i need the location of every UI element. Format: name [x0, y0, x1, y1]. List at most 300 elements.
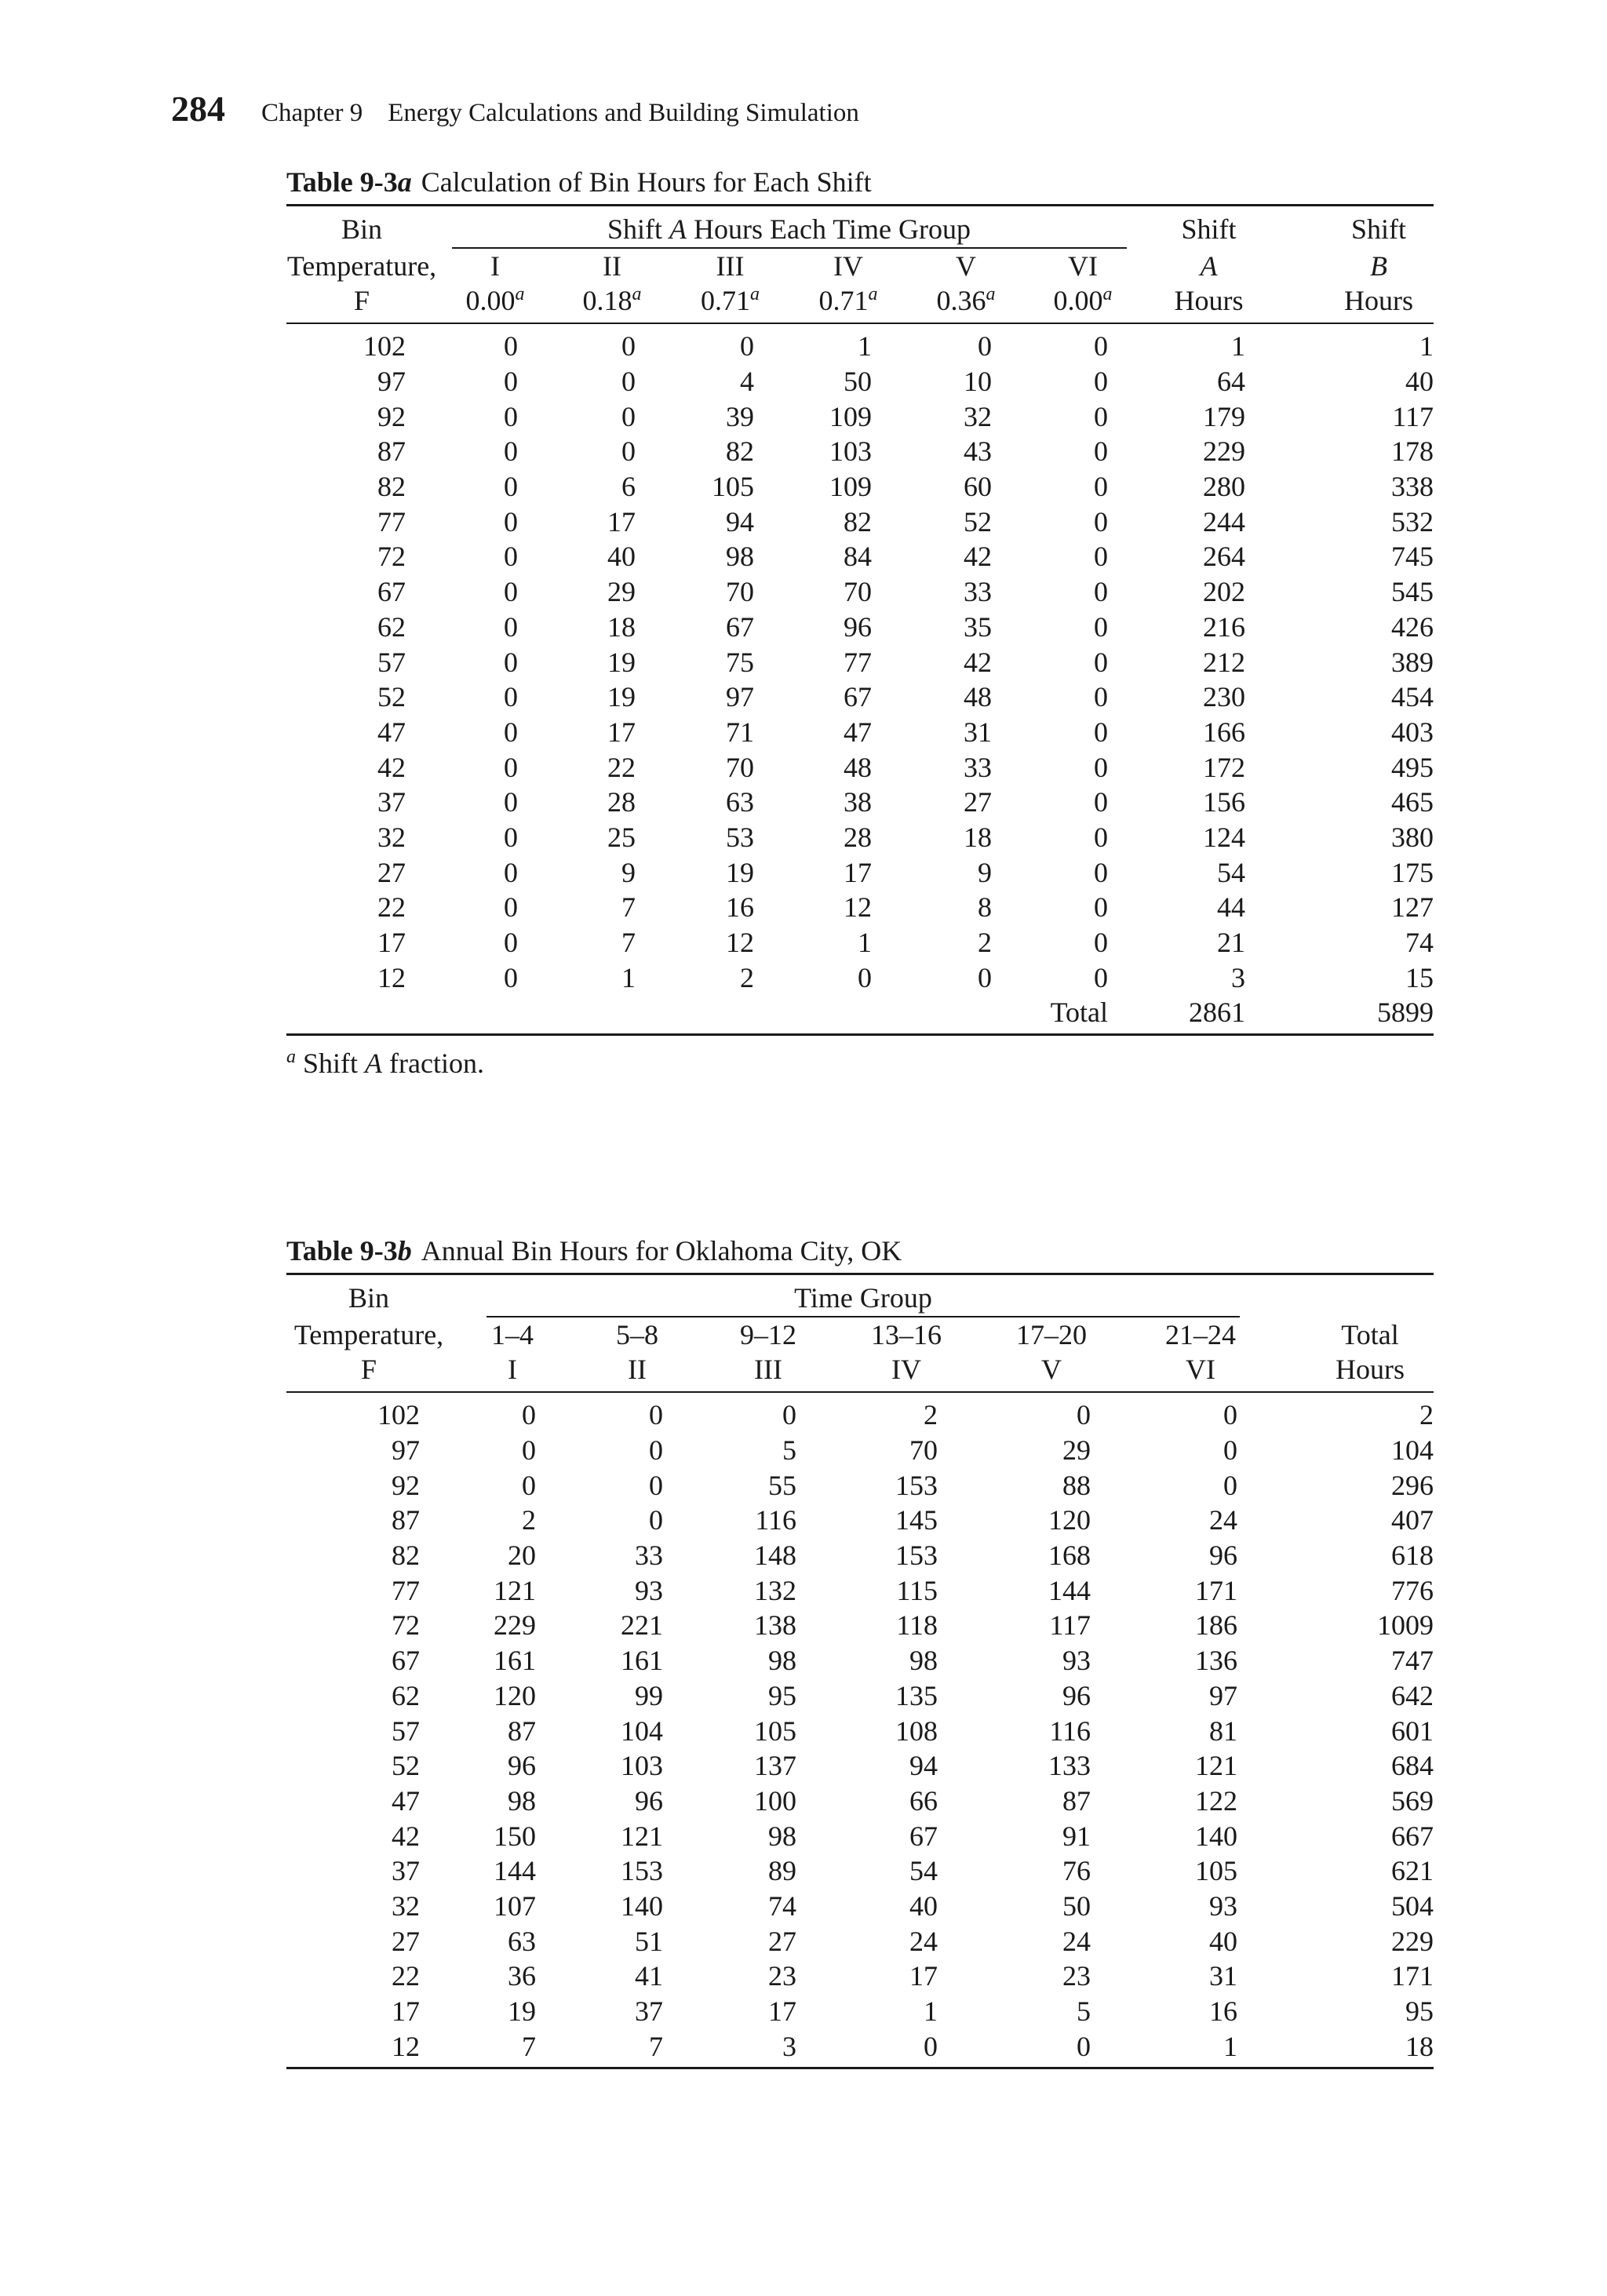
table-cell: 39 [726, 400, 754, 432]
table-cell: 74 [1405, 927, 1434, 959]
table-cell: 150 [494, 1820, 536, 1852]
table-cell: 153 [895, 1540, 938, 1572]
chapter-label: Chapter 9 [261, 99, 363, 127]
table-cell: 161 [621, 1645, 663, 1677]
table-cell: 40 [909, 1890, 938, 1922]
running-head [171, 88, 859, 135]
table-cell: 98 [726, 541, 754, 573]
table-row [286, 1959, 1434, 1994]
table-cell: 77 [844, 646, 872, 678]
group-header: II [628, 1354, 647, 1385]
table-cell: 23 [768, 1960, 796, 1992]
total-header-line2: Hours [1336, 1354, 1405, 1385]
table-cell: 74 [768, 1890, 796, 1922]
table-cell: 545 [1391, 576, 1434, 608]
table-cell: 0 [504, 961, 518, 993]
bin-temperature-cell: 87 [392, 1504, 420, 1536]
table-cell: 0 [1094, 891, 1109, 924]
bin-header-line2: Temperature, [293, 1319, 444, 1350]
table-cell: 103 [829, 436, 872, 468]
table-cell: 0 [1094, 646, 1109, 678]
table-cell: 0 [504, 751, 518, 783]
table-cell: 63 [508, 1925, 536, 1957]
table-row [286, 1573, 1434, 1608]
table-cell: 264 [1203, 541, 1246, 573]
table-cell: 71 [726, 716, 754, 748]
table-cell: 40 [607, 541, 636, 573]
table-cell: 67 [726, 610, 754, 643]
table-cell: 54 [909, 1855, 938, 1887]
table-cell: 212 [1203, 646, 1246, 678]
table-cell: 0 [1094, 436, 1109, 468]
shift-b-header-line2: B [1370, 250, 1388, 282]
shift-a-header-line1: Shift [1181, 213, 1237, 245]
table-cell: 55 [768, 1469, 796, 1501]
table-cell: 0 [649, 1434, 663, 1467]
table-row [286, 1678, 1434, 1714]
table-cell: 0 [924, 2030, 938, 2062]
table-cell: 19 [607, 646, 636, 678]
table-9-3a-caption [286, 165, 1434, 199]
bin-temperature-cell: 12 [377, 961, 406, 993]
fraction-header: 0.36$^a$ [936, 284, 996, 316]
bin-temperature-cell: 57 [377, 646, 406, 678]
shift-a-header-line2: A [1200, 250, 1218, 282]
table-cell: 4 [740, 366, 754, 398]
table-cell: 7 [621, 927, 636, 959]
table-cell: 17 [607, 716, 636, 748]
table-cell: 37 [635, 1995, 663, 2028]
table-cell: 156 [1203, 786, 1246, 818]
table-row [286, 539, 1434, 574]
table-cell: 389 [1391, 646, 1434, 678]
table-cell: 1 [858, 927, 872, 959]
bin-temperature-cell: 62 [392, 1679, 420, 1711]
group-header: I [508, 1354, 517, 1385]
table-cell: 108 [895, 1715, 938, 1747]
table-row [286, 1392, 1434, 1433]
bin-temperature-cell: 82 [377, 471, 406, 503]
table-cell: 153 [895, 1469, 938, 1501]
table-cell: 66 [909, 1784, 938, 1817]
table-cell: 44 [1217, 891, 1246, 924]
table-cell: 104 [1391, 1434, 1434, 1467]
table-cell: 117 [1392, 400, 1434, 432]
table-cell: 140 [1195, 1820, 1237, 1852]
table-cell: 98 [909, 1645, 938, 1677]
shift-a-header-line3: Hours [1174, 285, 1244, 316]
table-cell: 280 [1203, 471, 1246, 503]
bin-header-line2: Temperature, [286, 250, 437, 282]
table-cell: 96 [508, 1750, 536, 1782]
table-cell: 407 [1391, 1504, 1434, 1536]
table-cell: 24 [1062, 1925, 1091, 1957]
table-cell: 82 [844, 505, 872, 538]
table-cell: 120 [494, 1679, 536, 1711]
table-cell: 53 [726, 821, 754, 853]
table-cell: 0 [504, 471, 518, 503]
table-cell: 229 [1391, 1925, 1434, 1957]
table-cell: 0 [504, 891, 518, 924]
table-cell: 127 [1391, 891, 1434, 924]
table-9-3a-block [286, 165, 1434, 1080]
table-cell: 0 [740, 330, 754, 363]
group-header: V [1041, 1354, 1062, 1385]
table-cell: 105 [712, 471, 754, 503]
table-cell: 117 [1049, 1609, 1091, 1642]
table-cell: 122 [1195, 1784, 1237, 1817]
table-cell: 15 [1405, 961, 1434, 993]
table-cell: 98 [508, 1784, 536, 1817]
table-cell: 172 [1203, 751, 1246, 783]
table-cell: 601 [1391, 1715, 1434, 1747]
table-cell: 0 [978, 330, 992, 363]
table-9-3a-footnote: $^a$ Shift A fraction. [286, 1046, 484, 1079]
table-cell: 38 [844, 786, 872, 818]
table-cell: 776 [1391, 1574, 1434, 1606]
table-cell: 105 [1195, 1855, 1237, 1887]
bin-header-line1: Bin [341, 213, 382, 245]
fraction-header: 0.00$^a$ [465, 284, 525, 316]
table-row [286, 1467, 1434, 1503]
table-cell: 0 [1223, 1399, 1237, 1431]
table-cell: 40 [1405, 366, 1434, 398]
table-cell: 338 [1391, 471, 1434, 503]
table-cell: 18 [964, 821, 992, 853]
group-header: IV [833, 250, 863, 282]
table-cell: 403 [1391, 716, 1434, 748]
table-row [286, 364, 1434, 399]
table-cell: 54 [1217, 856, 1246, 888]
table-cell: 495 [1391, 751, 1434, 783]
table-cell: 642 [1391, 1679, 1434, 1711]
bin-temperature-cell: 72 [392, 1609, 420, 1642]
hour-range-header: 21–24 [1165, 1319, 1236, 1350]
hour-range-header: 13–16 [871, 1319, 942, 1350]
time-group-header: Time Group [451, 1274, 1275, 1318]
table-cell: 84 [844, 541, 872, 573]
table-row [286, 1643, 1434, 1678]
table-row [286, 469, 1434, 505]
shift-b-header-line3: Hours [1344, 285, 1414, 316]
table-row [286, 434, 1434, 469]
table-cell: 0 [1223, 1469, 1237, 1501]
table-cell: 684 [1391, 1750, 1434, 1782]
table-cell: 0 [649, 1469, 663, 1501]
table-cell: 91 [1062, 1820, 1091, 1852]
table-cell: 98 [768, 1645, 796, 1677]
table-cell [907, 995, 1025, 1034]
table-cell: 29 [1062, 1434, 1091, 1467]
table-cell: 0 [504, 856, 518, 888]
hour-range-header: 17–20 [1016, 1319, 1087, 1350]
table-cell: 229 [1203, 436, 1246, 468]
table-cell: 28 [844, 821, 872, 853]
table-cell: 1 [1419, 330, 1434, 363]
table-cell: 82 [726, 436, 754, 468]
table-cell: 35 [964, 610, 992, 643]
table-cell: 41 [635, 1960, 663, 1992]
table-cell: 0 [1094, 961, 1109, 993]
table-cell: 133 [1048, 1750, 1091, 1782]
table-cell: 618 [1391, 1540, 1434, 1572]
table-cell: 50 [844, 366, 872, 398]
bin-temperature-cell: 67 [392, 1645, 420, 1677]
table-cell: 16 [726, 891, 754, 924]
bin-temperature-cell: 102 [377, 1399, 420, 1431]
table-cell: 33 [635, 1540, 663, 1572]
bin-temperature-cell: 72 [377, 541, 406, 573]
table-cell: 5 [782, 1434, 796, 1467]
table-cell: 67 [909, 1820, 938, 1852]
table-cell: 0 [504, 786, 518, 818]
table-cell: 70 [909, 1434, 938, 1467]
group-header: I [490, 250, 500, 282]
table-row [286, 995, 1434, 1034]
table-cell: 121 [1195, 1750, 1237, 1782]
table-row [286, 2028, 1434, 2068]
table-cell: 0 [504, 610, 518, 643]
table-cell: 6 [621, 471, 636, 503]
table-row [286, 855, 1434, 890]
table-cell: 216 [1203, 610, 1246, 643]
table-cell: 81 [1209, 1715, 1237, 1747]
bin-temperature-cell: 97 [377, 366, 406, 398]
table-cell: 97 [1209, 1679, 1237, 1711]
table-row [286, 610, 1434, 645]
table-cell: 5899 [1377, 997, 1434, 1029]
table-cell [553, 995, 671, 1034]
table-cell: 33 [964, 576, 992, 608]
table-cell: 22 [607, 751, 636, 783]
table-cell: 140 [621, 1890, 663, 1922]
bin-temperature-cell [286, 995, 437, 1034]
table-cell: 175 [1391, 856, 1434, 888]
page-number: 284 [171, 89, 225, 129]
table-cell: 2 [924, 1399, 938, 1431]
fraction-header: 0.71$^a$ [701, 284, 760, 316]
table-cell: 19 [508, 1995, 536, 2028]
table-cell: 121 [621, 1820, 663, 1852]
table-cell: 221 [621, 1609, 663, 1642]
bin-temperature-cell: 47 [377, 716, 406, 748]
table-cell: 16 [1209, 1995, 1237, 2028]
table-9-3b-block [286, 1234, 1434, 2069]
table-cell: 0 [504, 821, 518, 853]
table-cell: 17 [607, 505, 636, 538]
table-cell: 132 [754, 1574, 796, 1606]
table-cell: 32 [964, 400, 992, 432]
caption-text: Calculation of Bin Hours for Each Shift [421, 166, 872, 198]
table-cell: 465 [1391, 786, 1434, 818]
caption-text: Annual Bin Hours for Oklahoma City, OK [421, 1235, 902, 1266]
table-cell: 88 [1062, 1469, 1091, 1501]
table-row [286, 820, 1434, 855]
table-cell: 124 [1203, 821, 1246, 853]
table-cell: 0 [1094, 927, 1109, 959]
table-cell: 0 [978, 961, 992, 993]
table-cell: 28 [607, 786, 636, 818]
table-cell: 0 [782, 1399, 796, 1431]
table-cell: 296 [1391, 1469, 1434, 1501]
table-cell: 569 [1391, 1784, 1434, 1817]
bin-temperature-cell: 27 [392, 1925, 420, 1957]
table-cell: 1009 [1377, 1609, 1434, 1642]
table-cell: 667 [1391, 1820, 1434, 1852]
table-cell: 9 [978, 856, 992, 888]
table-cell: 426 [1391, 610, 1434, 643]
table-cell: 94 [909, 1750, 938, 1782]
table-cell: 0 [522, 1399, 536, 1431]
table-cell: 0 [1094, 610, 1109, 643]
table-cell: 0 [649, 1399, 663, 1431]
table-cell: 107 [494, 1890, 536, 1922]
table-row [286, 1853, 1434, 1889]
table-cell: 100 [754, 1784, 796, 1817]
table-cell: 18 [1405, 2030, 1434, 2062]
table-cell: 0 [1094, 751, 1109, 783]
table-cell: Total [1050, 997, 1109, 1029]
bin-temperature-cell: 77 [377, 505, 406, 538]
table-cell: 31 [964, 716, 992, 748]
table-cell: 1 [858, 330, 872, 363]
table-cell: 2861 [1189, 997, 1246, 1029]
table-row [286, 715, 1434, 750]
bin-temperature-cell: 57 [392, 1715, 420, 1747]
table-cell: 105 [754, 1715, 796, 1747]
table-cell: 12 [844, 891, 872, 924]
table-cell: 0 [1094, 856, 1109, 888]
table-cell: 27 [768, 1925, 796, 1957]
table-row [286, 1994, 1434, 2029]
table-cell: 63 [726, 786, 754, 818]
table-cell: 48 [964, 681, 992, 713]
bin-header-line3: F [353, 285, 370, 316]
bin-temperature-cell: 82 [392, 1540, 420, 1572]
group-header: II [603, 250, 621, 282]
table-cell: 454 [1391, 681, 1434, 713]
bin-temperature-cell: 52 [377, 681, 406, 713]
table-cell: 24 [909, 1925, 938, 1957]
bin-temperature-cell: 92 [377, 400, 406, 432]
table-cell: 0 [1077, 1399, 1091, 1431]
table-row [286, 323, 1434, 364]
table-9-3a [286, 204, 1434, 1036]
group-header: III [716, 250, 745, 282]
table-cell: 121 [494, 1574, 536, 1606]
table-cell: 0 [504, 330, 518, 363]
table-cell: 0 [621, 436, 636, 468]
table-cell: 380 [1391, 821, 1434, 853]
table-cell: 24 [1209, 1504, 1237, 1536]
caption-number: Table 9-3b [286, 1235, 412, 1266]
table-cell: 9 [621, 856, 636, 888]
table-cell: 10 [964, 366, 992, 398]
table-cell: 93 [1209, 1890, 1237, 1922]
table-cell: 3 [782, 2030, 796, 2062]
table-cell: 202 [1203, 576, 1246, 608]
bin-temperature-cell: 87 [377, 436, 406, 468]
table-cell: 168 [1048, 1540, 1091, 1572]
table-cell: 19 [726, 856, 754, 888]
table-row [286, 890, 1434, 925]
table-row [286, 1923, 1434, 1959]
table-cell: 95 [1405, 1995, 1434, 2028]
table-cell: 135 [895, 1679, 938, 1711]
fraction-header: 0.71$^a$ [818, 284, 878, 316]
table-row [286, 925, 1434, 960]
table-cell: 621 [1391, 1855, 1434, 1887]
table-cell: 1 [924, 1995, 938, 2028]
table-cell: 0 [504, 541, 518, 573]
bin-header-line1: Bin [348, 1282, 389, 1314]
group-header: VI [1068, 250, 1099, 282]
table-cell: 504 [1391, 1890, 1434, 1922]
table-cell: 99 [635, 1679, 663, 1711]
table-cell: 2 [978, 927, 992, 959]
table-row [286, 1713, 1434, 1748]
table-cell: 115 [896, 1574, 938, 1606]
fraction-header: 0.18$^a$ [582, 284, 642, 316]
table-cell: 109 [829, 400, 872, 432]
table-row [286, 504, 1434, 539]
table-row [286, 1889, 1434, 1924]
bin-temperature-cell: 97 [392, 1434, 420, 1467]
table-cell: 0 [504, 366, 518, 398]
table-cell: 2 [1419, 1399, 1434, 1431]
table-cell: 36 [508, 1960, 536, 1992]
table-row [286, 574, 1434, 610]
table-cell: 0 [504, 716, 518, 748]
table-cell: 0 [1223, 1434, 1237, 1467]
table-row [286, 785, 1434, 820]
total-header-line1: Total [1341, 1319, 1399, 1350]
table-cell: 0 [504, 436, 518, 468]
table-cell: 244 [1203, 505, 1246, 538]
table-cell: 27 [964, 786, 992, 818]
table-cell: 145 [895, 1504, 938, 1536]
table-cell: 0 [1094, 505, 1109, 538]
table-cell: 0 [1094, 400, 1109, 432]
table-9-3b [286, 1273, 1434, 2069]
table-cell: 96 [1209, 1540, 1237, 1572]
table-cell: 7 [522, 2030, 536, 2062]
bin-temperature-cell: 37 [377, 786, 406, 818]
table-cell: 171 [1195, 1574, 1237, 1606]
table-cell: 0 [858, 961, 872, 993]
table-cell: 136 [1195, 1645, 1237, 1677]
table-cell: 144 [1048, 1574, 1091, 1606]
table-cell: 109 [829, 471, 872, 503]
table-cell: 118 [896, 1609, 938, 1642]
table-cell: 89 [768, 1855, 796, 1887]
table-cell: 0 [1094, 471, 1109, 503]
table-cell: 179 [1203, 400, 1246, 432]
bin-temperature-cell: 62 [377, 610, 406, 643]
table-cell: 17 [909, 1960, 938, 1992]
table-cell: 3 [1231, 961, 1246, 993]
table-cell: 87 [508, 1715, 536, 1747]
table-cell: 8 [978, 891, 992, 924]
table-row [286, 1608, 1434, 1643]
bin-temperature-cell: 22 [377, 891, 406, 924]
bin-temperature-cell: 102 [363, 330, 406, 363]
bin-temperature-cell: 22 [392, 1960, 420, 1992]
table-cell: 47 [844, 716, 872, 748]
table-cell: 0 [621, 400, 636, 432]
table-cell: 70 [844, 576, 872, 608]
table-row [286, 399, 1434, 434]
